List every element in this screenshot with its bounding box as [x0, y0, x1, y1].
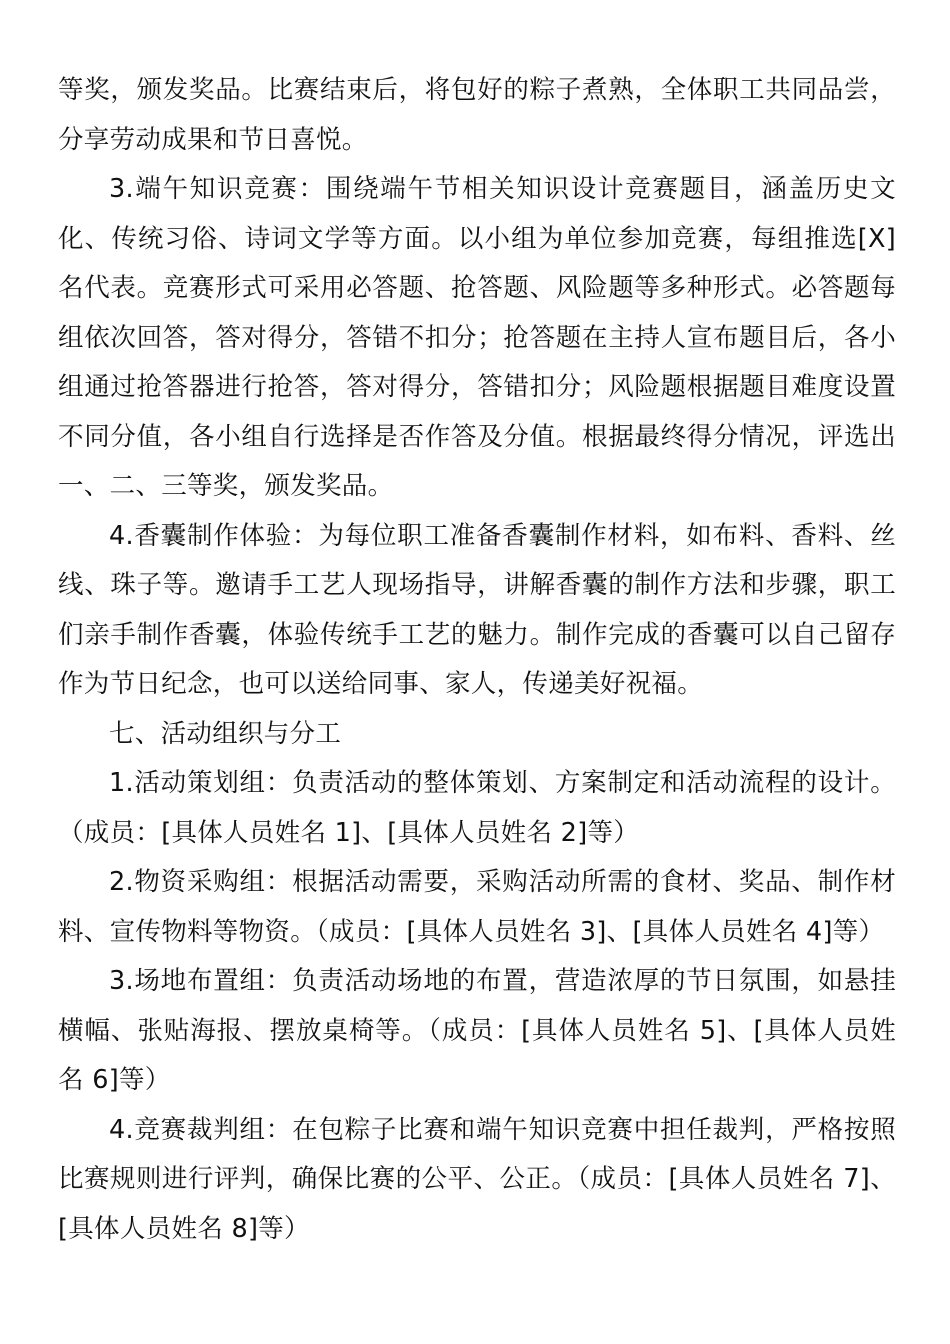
paragraph-venue-group: 3.场地布置组：负责活动场地的布置，营造浓厚的节日氛围，如悬挂横幅、张贴海报、摆放桌椅等。（成员：[具体人员姓名 5]、[具体人员姓名 6]等）: [58, 966, 896, 1095]
paragraph-procurement-group: 2.物资采购组：根据活动需要，采购活动所需的食材、奖品、制作材料、宣传物料等物资。（成员：[具体人员姓名 3]、[具体人员姓名 4]等）: [58, 867, 896, 947]
paragraph-referee-group: 4.竞赛裁判组：在包粽子比赛和端午知识竞赛中担任裁判，严格按照比赛规则进行评判，确保比赛的公平、公正。（成员：[具体人员姓名 7]、[具体人员姓名 8]等）: [58, 1114, 896, 1244]
document-body: [58, 66, 896, 1254]
paragraph-sachet-making: 4.香囊制作体验：为每位职工准备香囊制作材料，如布料、香料、丝线、珠子等。邀请手工艺人现场指导，讲解香囊的制作方法和步骤，职工们亲手制作香囊，体验传统手工艺的魅力。制作完成的香囊可以自己留存作为节日纪念，也可以送给同事、家人，传递美好祝福。: [58, 520, 896, 699]
section-heading-organization: 七、活动组织与分工: [109, 718, 342, 749]
paragraph-continuation: 等奖，颁发奖品。比赛结束后，将包好的粽子煮熟，全体职工共同品尝，分享劳动成果和节日喜悦。: [58, 75, 896, 155]
paragraph-knowledge-quiz: 3.端午知识竞赛：围绕端午节相关知识设计竞赛题目，涵盖历史文化、传统习俗、诗词文学等方面。以小组为单位参加竞赛，每组推选[X]名代表。竞赛形式可采用必答题、抢答题、风险题等多种形式。必答题每组依次回答，答对得分，答错不扣分；抢答题在主持人宣布题目后，各小组通过抢答器进行抢答，答对得分，答错扣分；风险题根据题目难度设置不同分值，各小组自行选择是否作答及分值。根据最终得分情况，评选出一、二、三等奖，颁发奖品。: [58, 174, 896, 501]
paragraph-planning-group: 1.活动策划组：负责活动的整体策划、方案制定和活动流程的设计。（成员：[具体人员姓名 1]、[具体人员姓名 2]等）: [58, 768, 896, 848]
